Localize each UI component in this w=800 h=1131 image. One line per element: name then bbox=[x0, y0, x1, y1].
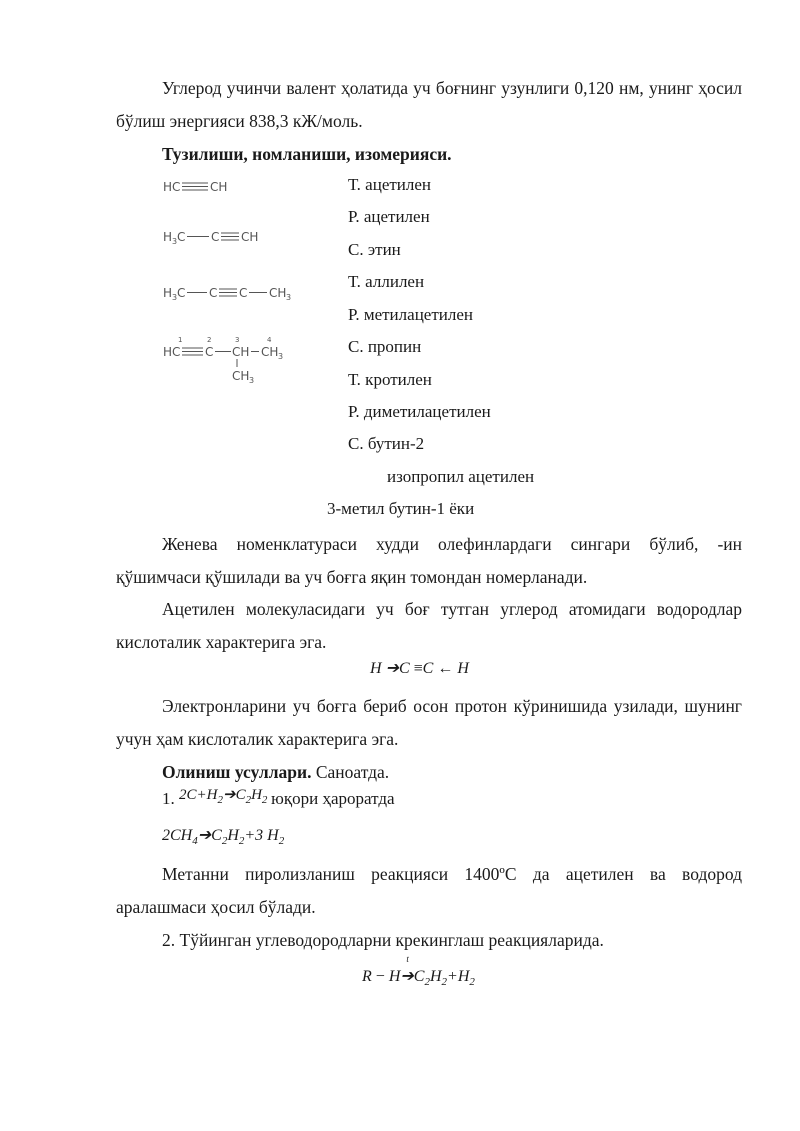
atom-ch: CH bbox=[269, 286, 287, 300]
method-2: 2. Тўйинган углеводородларни крекинглаш реакцияларида. bbox=[162, 930, 604, 950]
eq-symbol: H bbox=[370, 660, 382, 677]
electrons-paragraph: Электронларини уч боғга бериб осон протон кўринишида узилади, шунинг учун ҳам кислоталик характерига эга. bbox=[116, 696, 742, 749]
geneva-paragraph: Женева номенклатураси худди олефинлардаги сингари бўлиб, -ин қўшимчаси қўшилади ва уч боғга яқин томондан номерланади. bbox=[116, 534, 742, 587]
methane-equation: $2CH_4➔C_2H_2+3$ $H_2$ bbox=[162, 827, 285, 848]
eq-subscript: 2 bbox=[221, 835, 228, 848]
method-1-number: 1. bbox=[162, 789, 175, 808]
methods-title: Олиниш усуллари. bbox=[162, 762, 312, 782]
eq-symbol: H bbox=[267, 827, 279, 844]
name-item: Т. кротилен bbox=[348, 370, 432, 389]
eq-symbol: R bbox=[362, 968, 372, 985]
eq-subscript: 2 bbox=[441, 976, 448, 989]
section-title: Тузилиши, номланиши, изомерияси. bbox=[162, 144, 452, 164]
name-item: Р. метилацетилен bbox=[348, 305, 473, 324]
atom-ch: CH bbox=[232, 345, 250, 359]
acidity-equation bbox=[370, 658, 469, 678]
arrow-right-icon: ➔ bbox=[222, 787, 236, 803]
eq-symbol: H bbox=[206, 787, 218, 803]
eq-symbol: C bbox=[422, 660, 434, 677]
atom-number: 2 bbox=[207, 336, 212, 344]
eq-symbol: C bbox=[211, 827, 222, 844]
eq-subscript: 2 bbox=[469, 976, 475, 989]
atom-hc: HC bbox=[163, 345, 181, 359]
atom-c: C bbox=[177, 230, 186, 244]
eq-coefficient: 2 bbox=[162, 827, 170, 844]
atom-ch: CH bbox=[261, 345, 279, 359]
eq-subscript: 2 bbox=[424, 976, 430, 989]
eq-symbol: H bbox=[227, 827, 239, 844]
name-item: Р. диметилацетилен bbox=[348, 402, 491, 421]
atom-ch: CH bbox=[241, 230, 259, 244]
eq-subscript: 2 bbox=[238, 835, 245, 848]
structure-3-methylbutyne-1-svg bbox=[163, 333, 303, 385]
structure-ethyne bbox=[163, 178, 243, 199]
atom-subscript: 3 bbox=[172, 237, 178, 246]
name-item: Т. аллилен bbox=[348, 272, 425, 291]
eq-subscript: 2 bbox=[217, 794, 223, 806]
methods-line bbox=[162, 756, 722, 789]
arrow-left-icon: ← bbox=[437, 660, 454, 677]
eq-coefficient: 3 bbox=[255, 827, 264, 844]
atom-number: 3 bbox=[235, 336, 240, 344]
intro-paragraph: Углерод учинчи валент ҳолатида уч боғнинг узунлиги 0,120 нм, унинг ҳосил бўлиш энергияси 838,3 кЖ/моль. bbox=[116, 78, 742, 131]
atom-c: C bbox=[211, 230, 220, 244]
eq-symbol: H bbox=[429, 968, 442, 985]
structure-ethyne-svg bbox=[163, 178, 243, 196]
atom-ch: CH bbox=[210, 180, 228, 194]
methods-subtitle: Саноатда. bbox=[315, 762, 390, 782]
structure-butyne-2-svg bbox=[163, 284, 303, 304]
iso-name-2: 3-метил бутин-1 ёки bbox=[327, 499, 475, 518]
cracking-equation: R − H t $➔C_2H_2+H_2$ bbox=[362, 954, 475, 989]
method-1-condition: юқори ҳароратда bbox=[271, 789, 395, 808]
eq-symbol: C bbox=[413, 968, 425, 985]
eq-symbol: CH bbox=[170, 827, 193, 844]
name-item: Р. ацетилен bbox=[348, 207, 430, 226]
pyrolysis-paragraph: Метанни пиролизланиш реакцияси 1400ºС да ацетилен ва водород аралашмаси ҳосил бўлади. bbox=[116, 864, 742, 917]
eq-subscript: 2 bbox=[278, 835, 285, 848]
eq-symbol: H bbox=[388, 968, 401, 985]
eq-symbol: 2C bbox=[179, 787, 197, 803]
atom-number: 1 bbox=[178, 336, 183, 344]
atom-subscript: 3 bbox=[278, 352, 284, 361]
triple-bond-icon: ≡ bbox=[413, 660, 423, 677]
structure-3-methylbutyne-1 bbox=[163, 333, 303, 388]
arrow-right-icon: ➔ bbox=[385, 660, 399, 677]
eq-symbol: H bbox=[251, 787, 262, 803]
atom-c: C bbox=[239, 286, 248, 300]
name-item: С. этин bbox=[348, 240, 401, 259]
name-item: Т. ацетилен bbox=[348, 175, 432, 194]
eq-symbol: H bbox=[457, 660, 469, 677]
eq-subscript: 2 bbox=[261, 794, 268, 806]
atom-c: C bbox=[205, 345, 214, 359]
method-1 bbox=[162, 789, 395, 811]
structure-butyne-2 bbox=[163, 284, 303, 307]
structure-propyne-svg bbox=[163, 228, 283, 248]
iso-name-1: изопропил ацетилен bbox=[387, 467, 535, 486]
atom-subscript: 3 bbox=[172, 293, 178, 302]
eq-symbol: C bbox=[398, 660, 410, 677]
eq-subscript: 4 bbox=[192, 835, 198, 848]
structure-propyne bbox=[163, 228, 283, 251]
method-1-equation: $2C+H_2➔C_2H_2$ bbox=[179, 787, 268, 806]
minus-sign: − bbox=[375, 968, 385, 985]
heat-label: t bbox=[406, 954, 409, 964]
eq-symbol: C bbox=[235, 787, 246, 803]
atom-h: H bbox=[163, 286, 173, 300]
name-item: С. бутин-2 bbox=[348, 434, 425, 453]
atom-c: C bbox=[209, 286, 218, 300]
atom-h: H bbox=[163, 230, 173, 244]
eq-subscript: 2 bbox=[245, 794, 252, 806]
arrow-heat-icon: t ➔ bbox=[400, 954, 414, 985]
atom-subscript: 3 bbox=[249, 376, 255, 385]
acidity-paragraph: Ацетилен молекуласидаги уч боғ тутган углерод атомидаги водородлар кислоталик характерига эга. bbox=[116, 599, 742, 652]
atom-c: C bbox=[177, 286, 186, 300]
eq-symbol: H bbox=[457, 968, 470, 985]
name-item: С. пропин bbox=[348, 337, 422, 356]
atom-number: 4 bbox=[267, 336, 272, 344]
atom-subscript: 3 bbox=[286, 293, 292, 302]
arrow-right-icon: ➔ bbox=[197, 827, 212, 844]
atom-ch: CH bbox=[232, 369, 250, 383]
atom-hc: HC bbox=[163, 180, 181, 194]
